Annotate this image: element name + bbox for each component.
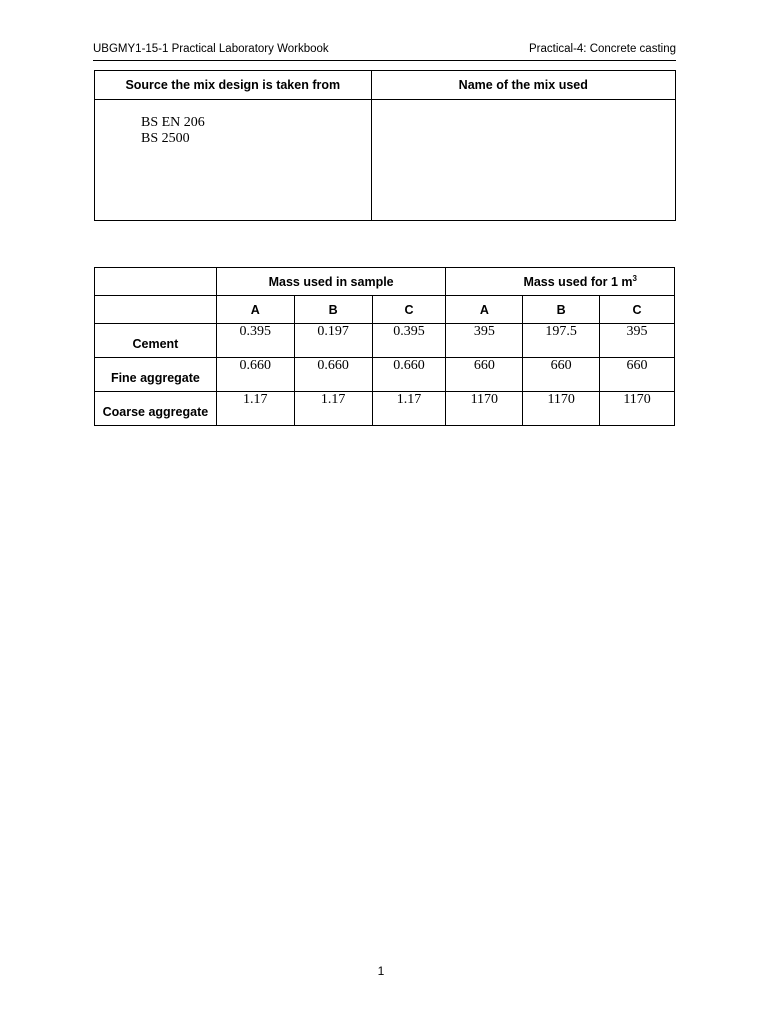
- mix-source-header: Source the mix design is taken from: [95, 71, 372, 100]
- table-row: [95, 358, 675, 392]
- table-row: [95, 324, 675, 358]
- mix-source-item: BS 2500: [141, 131, 190, 146]
- table-cell: 660: [446, 358, 523, 392]
- mass-table-corner: [95, 268, 217, 296]
- table-cell: 395: [446, 324, 523, 358]
- subheader-a: A: [216, 296, 294, 324]
- table-cell: 1.17: [372, 392, 446, 426]
- mass-per-m3-label: Mass used for 1 m: [523, 275, 633, 290]
- page-header: [93, 43, 676, 61]
- header-left-title: UBGMY1-15-1 Practical Laboratory Workbook: [93, 43, 329, 55]
- mix-design-table: [94, 70, 676, 221]
- subheader-c: C: [600, 296, 675, 324]
- table-cell: 660: [600, 358, 675, 392]
- mix-source-item: BS EN 206: [141, 115, 205, 130]
- table-cell: 0.660: [372, 358, 446, 392]
- table-cell: 0.660: [216, 358, 294, 392]
- table-cell: 660: [523, 358, 600, 392]
- empty-subheader: [95, 296, 217, 324]
- table-row: [95, 392, 675, 426]
- subheader-c: C: [372, 296, 446, 324]
- row-label-fine-aggregate: Fine aggregate: [95, 358, 217, 392]
- table-cell: 0.395: [372, 324, 446, 358]
- table-cell: 0.197: [294, 324, 372, 358]
- table-cell: 395: [600, 324, 675, 358]
- table-cell: 1170: [446, 392, 523, 426]
- table-cell: 1.17: [294, 392, 372, 426]
- table-cell: 1170: [523, 392, 600, 426]
- subheader-b: B: [294, 296, 372, 324]
- header-right-title: Practical-4: Concrete casting: [528, 43, 676, 55]
- row-label-cement: Cement: [95, 324, 217, 358]
- table-cell: 197.5: [523, 324, 600, 358]
- superscript-three: 3: [632, 273, 637, 283]
- mass-per-m3-header: [446, 268, 675, 296]
- mass-sample-header: Mass used in sample: [216, 268, 446, 296]
- row-label-coarse-aggregate: Coarse aggregate: [95, 392, 217, 426]
- mix-source-cell: [95, 100, 372, 221]
- table-cell: 0.660: [294, 358, 372, 392]
- page-number: 1: [377, 964, 385, 978]
- table-cell: 1170: [600, 392, 675, 426]
- mix-name-header: Name of the mix used: [371, 71, 675, 100]
- table-cell: 1.17: [216, 392, 294, 426]
- subheader-a: A: [446, 296, 523, 324]
- table-cell: 0.395: [216, 324, 294, 358]
- mass-table: [94, 267, 675, 426]
- subheader-b: B: [523, 296, 600, 324]
- mix-name-cell: [371, 100, 675, 221]
